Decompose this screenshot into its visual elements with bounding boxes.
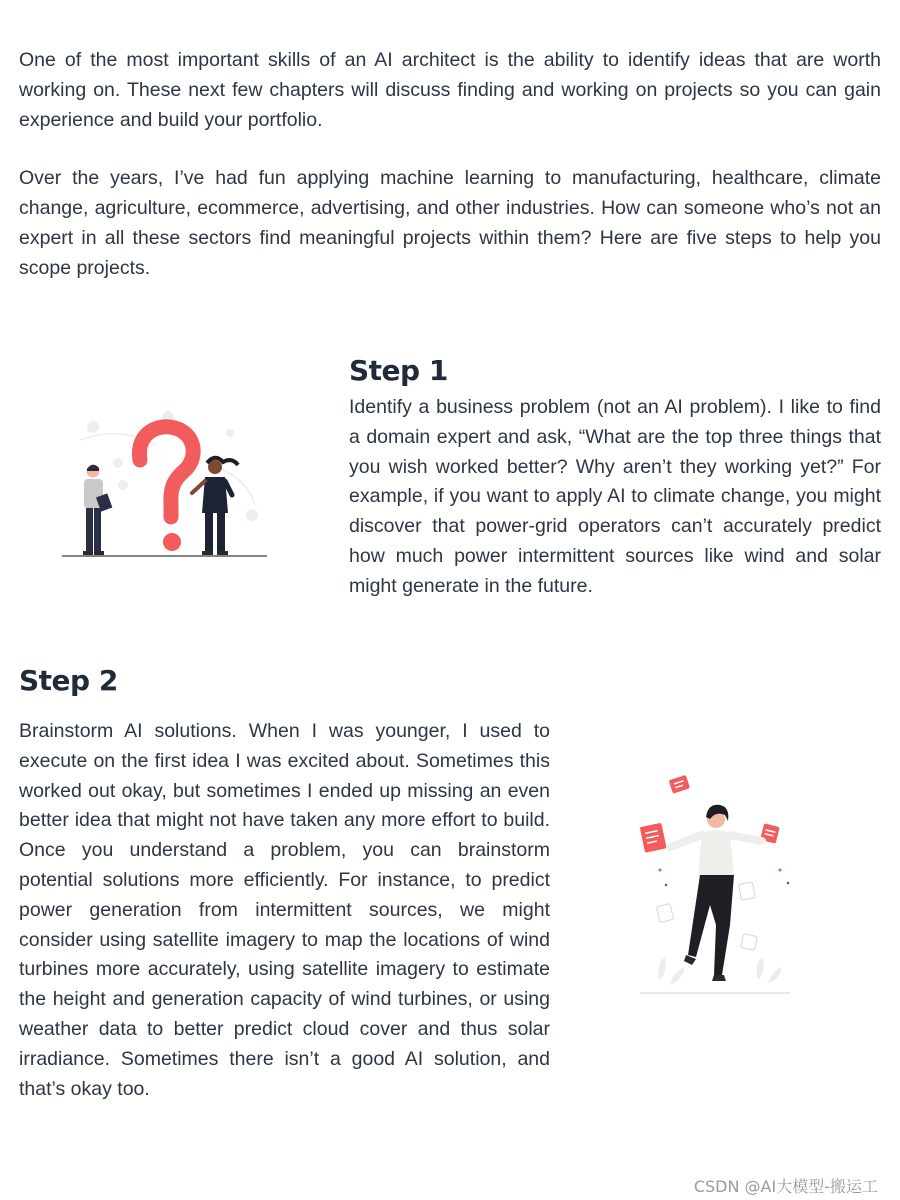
intro-paragraph-1: One of the most important skills of an AI architect is the ability to identify ideas that are worth working on. These next few chapters will discuss finding and working on projects so you can gain experience and build your portfolio.: [19, 49, 881, 131]
step-2-heading: Step 2: [19, 664, 118, 697]
csdn-watermark: CSDN @AI大模型-搬运工: [693, 1177, 878, 1196]
question-mark-people-illustration: [60, 405, 272, 565]
step-1-heading: Step 1: [349, 354, 448, 387]
intro-paragraph-2: Over the years, I’ve had fun applying machine learning to manufacturing, healthcare, climate change, agriculture, ecommerce, advertising, and other industries. How can someone who’s not an expert in all these sectors find meaningful projects within them? Here are five steps to help you scope projects.: [19, 167, 881, 279]
juggling-documents-illustration: [630, 775, 800, 1005]
step-1-body: Identify a business problem (not an AI problem). I like to find a domain expert and ask, “What are the top three things that you wish worked better? Why aren’t they working yet?” For example, if you want to apply AI to climate change, you might discover that power-grid operators can’t accurately predict how much power intermittent sources like wind and solar might generate in the future.: [349, 396, 881, 597]
step-2-body: Brainstorm AI solutions. When I was younger, I used to execute on the first idea I was excited about. Sometimes this worked out okay, but sometimes I ended up missing an even better idea that might not have taken any more effort to build. Once you understand a problem, you can brainstorm potential solutions more efficiently. For instance, to predict power generation from intermittent sources, we might consider using satellite imagery to map the locations of wind turbines more accurately, using satellite imagery to estimate the height and generation capacity of wind turbines, or using weather data to better predict cloud cover and thus solar irradiance. Sometimes there isn’t a good AI solution, and that’s okay too.: [19, 720, 550, 1100]
